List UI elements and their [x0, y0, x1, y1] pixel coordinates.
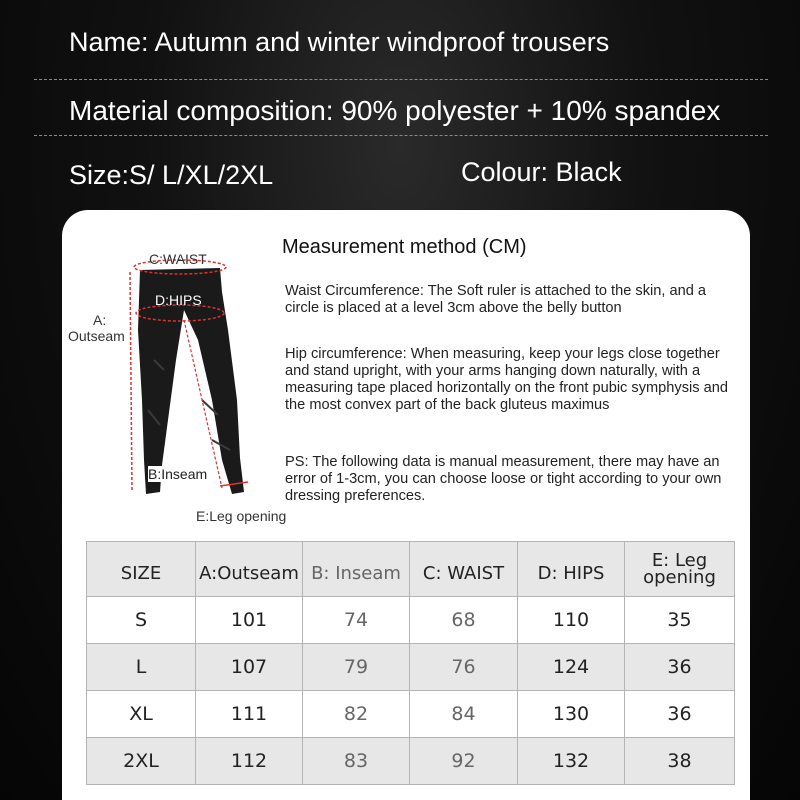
- outseam-measure-line: [130, 272, 132, 492]
- outseam-label-a: A:: [93, 312, 107, 328]
- cell-size: S: [87, 597, 196, 644]
- header-name: Name: Autumn and winter windproof trousers: [69, 27, 610, 57]
- leg-opening-label: E:Leg opening: [196, 508, 287, 524]
- cell-inseam: 79: [303, 644, 410, 691]
- waist-description: Waist Circumference: The Soft ruler is attached to the skin, and a circle is placed at a level 3cm above the belly button: [285, 283, 706, 316]
- hip-description: Hip circumference: When measuring, keep your legs close together and stand upright, with your arms hanging down naturally, with a measuring tape placed horizontally on the front pubic symphysis and the most convex part of the back gluteus maximus: [285, 346, 728, 413]
- cell-hips: 110: [518, 597, 625, 644]
- measurement-title: Measurement method (CM): [282, 236, 527, 258]
- divider: [34, 79, 768, 80]
- cell-leg-opening: 35: [625, 597, 735, 644]
- cell-hips: 124: [518, 644, 625, 691]
- header-colour: Colour: Black: [461, 157, 622, 187]
- cell-waist: 84: [410, 691, 518, 738]
- cell-hips: 132: [518, 738, 625, 785]
- cell-hips: 130: [518, 691, 625, 738]
- cell-inseam: 83: [303, 738, 410, 785]
- cell-size: 2XL: [87, 738, 196, 785]
- table-row: [87, 691, 735, 738]
- header-leg-opening: [625, 542, 735, 597]
- header-waist: C: WAIST: [410, 542, 518, 597]
- cell-outseam: 111: [196, 691, 303, 738]
- cell-outseam: 101: [196, 597, 303, 644]
- cell-outseam: 112: [196, 738, 303, 785]
- header-leg-opening-line1: E: Leg: [651, 550, 708, 571]
- cell-leg-opening: 36: [625, 691, 735, 738]
- inseam-label: B:Inseam: [148, 466, 208, 482]
- outseam-label-b: Outseam: [68, 328, 125, 344]
- divider: [34, 135, 768, 136]
- hips-label: D:HIPS: [155, 292, 202, 308]
- cell-waist: 76: [410, 644, 518, 691]
- cell-leg-opening: 38: [625, 738, 735, 785]
- cell-size: XL: [87, 691, 196, 738]
- ps-note: PS: The following data is manual measurement, there may have an error of 1-3cm, you can choose loose or tight according to your own dressing preferences.: [285, 454, 722, 504]
- cell-waist: 92: [410, 738, 518, 785]
- cell-outseam: 107: [196, 644, 303, 691]
- waist-label: C:WAIST: [149, 251, 207, 267]
- header-hips: D: HIPS: [518, 542, 625, 597]
- table-row: [87, 738, 735, 785]
- header-material: Material composition: 90% polyester + 10% spandex: [69, 95, 721, 126]
- header-outseam: A:Outseam: [196, 542, 303, 597]
- cell-inseam: 74: [303, 597, 410, 644]
- table-row: [87, 597, 735, 644]
- header-size: Size:S/ L/XL/2XL: [69, 160, 274, 190]
- cell-size: L: [87, 644, 196, 691]
- cell-inseam: 82: [303, 691, 410, 738]
- header-leg-opening-line2: opening: [643, 567, 716, 588]
- header-inseam: B: Inseam: [303, 542, 410, 597]
- cell-waist: 68: [410, 597, 518, 644]
- header-size: SIZE: [87, 542, 196, 597]
- cell-leg-opening: 36: [625, 644, 735, 691]
- table-row: [87, 644, 735, 691]
- table-header-row: [87, 542, 735, 597]
- size-table: [86, 541, 735, 785]
